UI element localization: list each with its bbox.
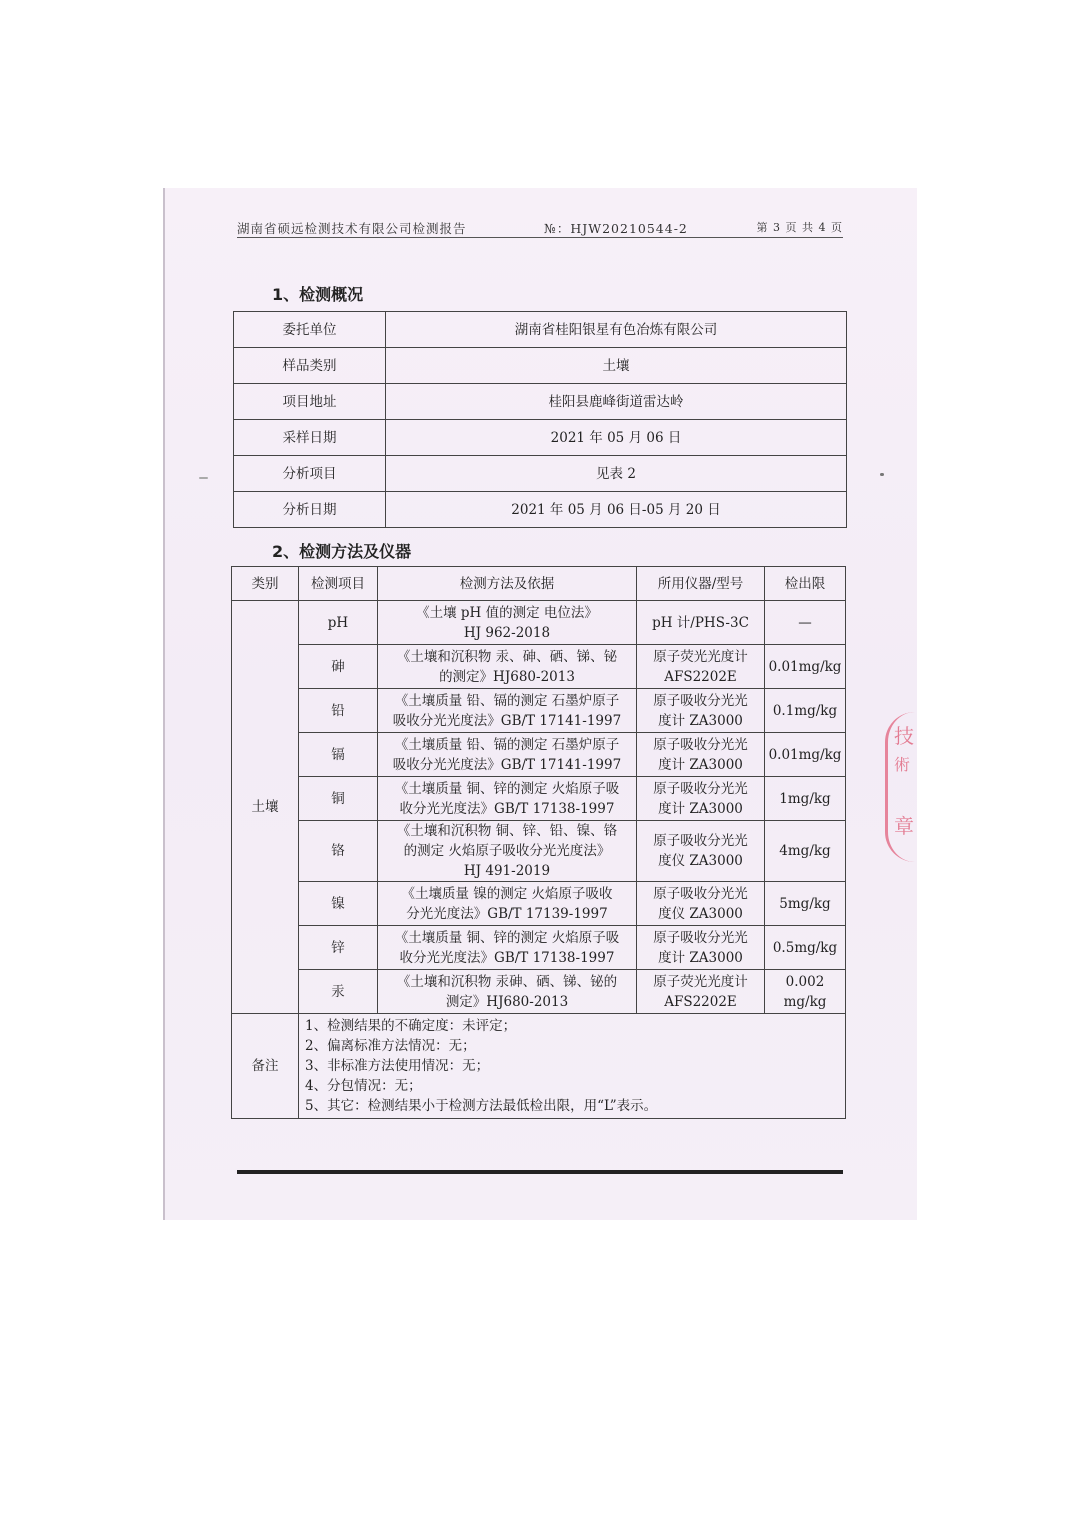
method-row xyxy=(232,926,846,970)
instrument-cell: 原子吸收分光光 度计 ZA3000 xyxy=(637,733,765,777)
scan-speck xyxy=(199,477,208,479)
method-cell: 《土壤和沉积物 铜、锌、铅、镍、铬 的测定 火焰原子吸收分光光度法》 HJ 491-2019 xyxy=(378,821,637,882)
instrument-cell: 原子吸收分光光 度计 ZA3000 xyxy=(637,926,765,970)
overview-row xyxy=(234,456,847,492)
methods-table xyxy=(231,566,846,1119)
company-name: 湖南省硕远检测技术有限公司检测报告 xyxy=(237,221,467,236)
report-number: №：HJW20210544-2 xyxy=(544,221,688,236)
instrument-cell: pH 计/PHS-3C xyxy=(637,601,765,645)
header-category: 类别 xyxy=(232,567,299,601)
remark-item: 3、非标准方法使用情况：无； xyxy=(305,1058,490,1074)
remarks-content xyxy=(299,1014,846,1119)
limit-cell: 0.5mg/kg xyxy=(765,926,846,970)
overview-label: 分析项目 xyxy=(234,456,386,492)
instrument-cell: 原子吸收分光光 度仪 ZA3000 xyxy=(637,821,765,882)
remark-item: 5、其它：检测结果小于检测方法最低检出限，用“L”表示。 xyxy=(305,1098,658,1114)
overview-table xyxy=(233,311,847,528)
overview-value: 湖南省桂阳银星有色冶炼有限公司 xyxy=(386,312,847,348)
method-cell: 《土壤质量 铜、锌的测定 火焰原子吸 收分光光度法》GB/T 17138-1997 xyxy=(378,926,637,970)
instrument-cell: 原子吸收分光光 度仪 ZA3000 xyxy=(637,882,765,926)
overview-value: 土壤 xyxy=(386,348,847,384)
method-row xyxy=(232,821,846,882)
header-item: 检测项目 xyxy=(299,567,378,601)
page-indicator: 第 3 页 共 4 页 xyxy=(756,221,843,234)
method-cell: 《土壤和沉积物 汞、砷、硒、锑、铋 的测定》HJ680-2013 xyxy=(378,645,637,689)
limit-cell: 0.1mg/kg xyxy=(765,689,846,733)
limit-cell: 5mg/kg xyxy=(765,882,846,926)
header-instrument: 所用仪器/型号 xyxy=(637,567,765,601)
overview-label: 委托单位 xyxy=(234,312,386,348)
remarks-row xyxy=(232,1014,846,1119)
item-cell: 铅 xyxy=(299,689,378,733)
category-cell: 土壤 xyxy=(232,601,299,1014)
method-cell: 《土壤 pH 值的测定 电位法》 HJ 962-2018 xyxy=(378,601,637,645)
instrument-cell: 原子吸收分光光 度计 ZA3000 xyxy=(637,689,765,733)
methods-header-row xyxy=(232,567,846,601)
seal-stamp: 技 術 章 xyxy=(885,712,928,862)
method-row xyxy=(232,970,846,1014)
method-cell: 《土壤质量 镍的测定 火焰原子吸收 分光光度法》GB/T 17139-1997 xyxy=(378,882,637,926)
instrument-cell: 原子荧光光度计 AFS2202E xyxy=(637,645,765,689)
method-cell: 《土壤质量 铜、锌的测定 火焰原子吸 收分光光度法》GB/T 17138-1997 xyxy=(378,777,637,821)
overview-value: 2021 年 05 月 06 日-05 月 20 日 xyxy=(386,492,847,528)
instrument-cell: 原子荧光光度计 AFS2202E xyxy=(637,970,765,1014)
overview-row xyxy=(234,492,847,528)
overview-row xyxy=(234,348,847,384)
header-method: 检测方法及依据 xyxy=(378,567,637,601)
item-cell: 砷 xyxy=(299,645,378,689)
limit-cell: 4mg/kg xyxy=(765,821,846,882)
overview-row xyxy=(234,420,847,456)
method-cell: 《土壤和沉积物 汞砷、硒、锑、铋的 测定》HJ680-2013 xyxy=(378,970,637,1014)
section2-title: 2、检测方法及仪器 xyxy=(272,542,412,561)
overview-label: 分析日期 xyxy=(234,492,386,528)
method-cell: 《土壤质量 铅、镉的测定 石墨炉原子 吸收分光光度法》GB/T 17141-1997 xyxy=(378,733,637,777)
item-cell: 锌 xyxy=(299,926,378,970)
remarks-label: 备注 xyxy=(232,1014,299,1119)
header-limit: 检出限 xyxy=(765,567,846,601)
method-row xyxy=(232,601,846,645)
overview-value: 桂阳县鹿峰街道雷达岭 xyxy=(386,384,847,420)
overview-label: 项目地址 xyxy=(234,384,386,420)
overview-value: 见表 2 xyxy=(386,456,847,492)
limit-cell: 1mg/kg xyxy=(765,777,846,821)
limit-cell: — xyxy=(765,601,846,645)
instrument-cell: 原子吸收分光光 度计 ZA3000 xyxy=(637,777,765,821)
overview-label: 样品类别 xyxy=(234,348,386,384)
report-header xyxy=(237,219,843,238)
item-cell: pH xyxy=(299,601,378,645)
item-cell: 镉 xyxy=(299,733,378,777)
item-cell: 铜 xyxy=(299,777,378,821)
overview-row xyxy=(234,312,847,348)
section1-title: 1、检测概况 xyxy=(272,285,364,304)
item-cell: 汞 xyxy=(299,970,378,1014)
method-row xyxy=(232,777,846,821)
remark-item: 1、检测结果的不确定度：未评定； xyxy=(305,1018,517,1034)
footer-rule xyxy=(237,1170,843,1174)
limit-cell: 0.01mg/kg xyxy=(765,645,846,689)
overview-value: 2021 年 05 月 06 日 xyxy=(386,420,847,456)
method-row xyxy=(232,645,846,689)
item-cell: 铬 xyxy=(299,821,378,882)
remark-item: 2、偏离标准方法情况：无； xyxy=(305,1038,476,1054)
remark-item: 4、分包情况：无； xyxy=(305,1078,422,1094)
item-cell: 镍 xyxy=(299,882,378,926)
limit-cell: 0.01mg/kg xyxy=(765,733,846,777)
method-row xyxy=(232,733,846,777)
scan-speck xyxy=(880,473,884,476)
method-cell: 《土壤质量 铅、镉的测定 石墨炉原子 吸收分光光度法》GB/T 17141-1997 xyxy=(378,689,637,733)
overview-row xyxy=(234,384,847,420)
limit-cell: 0.002 mg/kg xyxy=(765,970,846,1014)
method-row xyxy=(232,689,846,733)
method-row xyxy=(232,882,846,926)
overview-label: 采样日期 xyxy=(234,420,386,456)
